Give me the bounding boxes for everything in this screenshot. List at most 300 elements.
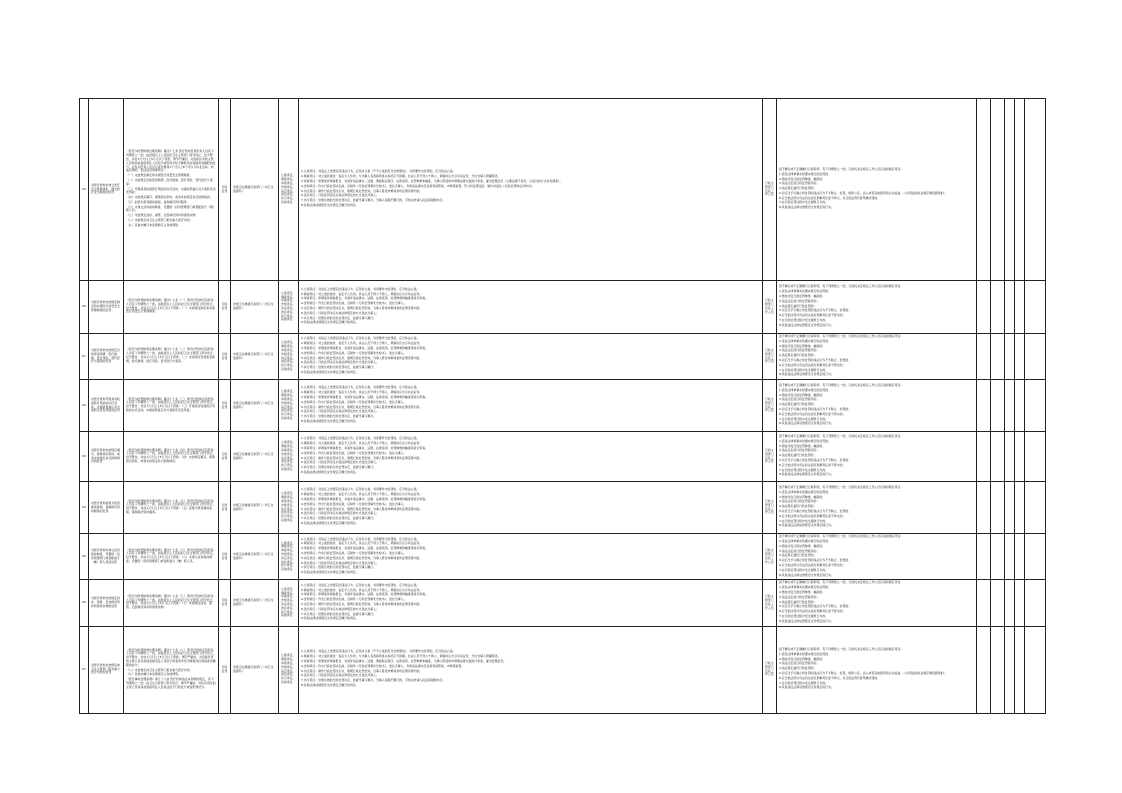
responsibility-items-line: 3.审查责任：审理案件调查报告，对案件违法事实、证据、调查取证程序、法律适用、处罚种类和幅度、当事人陈述和申辩理由等方面进行审查，提出处理意见（主要证据不足时，以适当的方式补充调查）。 [301,178,563,183]
responsible-dept: 行政主管部门及其工作人员 [763,534,777,580]
blank-cell [1005,580,1015,626]
responsibility-items-line: 1.立案责任：对违反上述规定的违法行为，应及时立案，对需要作出处罚的，应当依法立案。 [301,536,420,541]
legal-basis-line: （五）拒绝为患者提供查阅、复制病历资料服务； [126,199,190,204]
accountability-items [777,334,977,380]
responsibility-items-line: 6.送达责任：行政处罚决定书按法律规定的方式送达当事人。 [301,511,379,516]
item-name: 对医疗机构未按规定填写、保管病历资料，或者未按规定补记抢救病历的处罚 [89,432,124,482]
item-name: 对医疗机构未建立投诉接待制度、设置统一投诉管理部门或者配备专（兼）职人员的处罚 [89,534,124,580]
responsibility-items [299,99,763,281]
accountability-items-line: 1.没有法律和事实依据实施行政处罚的； [779,438,831,443]
remarks-cell [1025,281,1046,334]
accountability-items-line: 7.在行政处罚过程中发生腐败行为的； [779,200,829,205]
accountability-items-line: 8.其他违反法律法规规章文件规定的行为。 [779,685,834,690]
blank-cell [1005,534,1015,580]
blank-cell [977,99,991,281]
responsibility-items-line: 7.执行责任：依照生效的行政处罚决定，监督当事人履行。 [301,365,377,370]
row-number: 60 [80,281,89,334]
table-row [80,534,1046,580]
accountability-items-line: 1.没有法律和事实依据实施行政处罚的； [779,289,831,294]
responsibility-items-line: 7.执行责任：依照生效的行政处罚决定，监督当事人履行。 [301,611,377,616]
accountability-items-line: 1.没有法律和事实依据实施行政处罚的； [779,651,831,656]
remarks-cell [1025,626,1046,713]
responsibility-items-line: 2.调查责任：对立案的案件，指定专人负责，执法人员不得少于两人，调查时应出示执法证件。 [301,341,423,346]
responsibility-items-line: 4.告知责任：作出行政处罚决定前，应制作《行政处罚事先告知书》，送达当事人，告知违法事实及其享有的陈述、申辩等权利。 [301,663,465,668]
accountability-items [777,380,977,432]
power-type: 行政处罚 [219,432,231,482]
blank-cell [1015,482,1025,534]
accountability-items-line: 3.违反法定的行政处罚程序的； [779,499,820,504]
responsibility-items-line: 3.审查责任：审理案件调查报告，对案件违法事实、证据、法律适用、处罚种类和幅度等进行审查。 [301,345,429,350]
responsibility-items-line: 2.调查责任：对立案的案件，指定专人负责，执法人员不得少于两人，调查时应出示执法证件。 [301,541,423,546]
responsibility-table [79,98,1046,714]
implementing-subject: 市级卫生健康行政部门（市卫生监督所） [231,580,279,626]
accountability-items-line: 4.违反规定委托行政处罚的； [779,186,817,191]
accountability-items-line: 8.其他违反法律法规规章文件规定的行为。 [779,523,834,528]
responsible-dept: 行政主管部门及其工作人员 [763,99,777,281]
item-name: 对医疗机构拒绝为患者提供查阅、复制病历资料服务的处罚 [89,482,124,534]
legal-basis-line: （九）其他未履行本条例规定义务的情形。 [126,672,181,677]
legal-basis-line: 《医疗纠纷预防和处理条例》第四十七条（三）项 医疗机构及其医务人员有下列情形之一的，由县级以上人民政府卫生主管部门责令改正，给予警告，并处1万元以上5万元以下罚款：（三）开展具有较高医疗风险的诊疗活动，未提前预备应对方案防范突发风险。 [126,396,216,412]
accountability-items-line: 4.违反规定委托行政处罚的； [779,504,817,509]
responsibility-items-line: 5.决定责任：制作行政处罚决定书，载明行政处罚告知、当事人陈述申辩或者听证情况等内容。 [301,506,423,511]
accountability-items-line: 因不履行或不正确履行行政职责，有下列情形之一的，行政机关及相关工作人员应承担相应责任： [779,284,904,289]
legal-basis-line: （一）未按规定制定和实施医疗质量安全管理制度； [126,173,193,178]
blank-cell [1005,99,1015,281]
accountability-items-line: 5.对应当予以制止和处罚的违法行为不予制止、处罚的； [779,558,852,563]
accountability-items-line: 5.对应当予以制止和处罚的违法行为不予制止、处罚的； [779,509,852,514]
remarks-cell [1025,534,1046,580]
accountability-items-line: 7.在行政处罚过程中发生腐败行为的； [779,680,829,685]
responsibility-items-line: 8.其他法律法规规章文件规定应履行的责任。 [301,470,359,475]
responsibility-items-line: 2.调查责任：对立案的案件，指定专人负责，执法人员不得少于两人，调查时应出示执法证件。 [301,441,423,446]
accountability-items-line: 3.违反法定的行政处罚程序的； [779,448,820,453]
accountability-items-line: 7.在行政处罚过程中发生腐败行为的； [779,613,829,618]
responsibility-items-line: 5.决定责任：制作行政处罚决定书，载明行政处罚告知、当事人陈述申辩或者听证情况等内容。 [301,668,423,673]
remarks-cell [1025,580,1046,626]
accountability-items-line: 2.擅自改变行政处罚种类、幅度的； [779,343,826,348]
responsibility-items-line: 1.立案责任：对违反上述规定的违法行为，应及时立案（不予立案的应当告知理由），对需要作出处罚的，应当依法立案。 [301,649,456,654]
accountability-items-line: 3.违反法定的行政处罚程序的； [779,661,820,666]
responsible-dept: 行政主管部门及其工作人员 [763,580,777,626]
accountability-items-line: 4.违反规定委托行政处罚的； [779,666,817,671]
responsibility-items-line: 5.决定责任：制作行政处罚决定书，载明行政处罚告知、当事人陈述申辩或者听证情况等内容。 [301,555,423,560]
blank-cell [977,380,991,432]
responsibility-items-line: 7.执行责任：依照生效的行政处罚决定，监督当事人履行。 [301,516,377,521]
responsibility-items-line: 2.调查责任：对立案的案件，指定专人负责，执法人员不得少于两人，调查时应出示执法证件。 [301,587,423,592]
accountability-items-line: 2.擅自改变行政处罚种类、幅度的； [779,392,826,397]
accountability-items-line: 5.对应当予以制止和处罚的违法行为不予制止、处罚的； [779,407,852,412]
accountability-items-line: 1.没有法律和事实依据实施行政处罚的； [779,585,831,590]
blank-cell [1015,99,1025,281]
responsibility-items-line: 2.调查责任：对立案的案件，指定专人负责，执法人员不得少于两人，调查时应出示执法证件。 [301,291,423,296]
responsibility-items-line: 6.送达责任：行政处罚决定书按法律规定的方式送达当事人。 [301,310,379,315]
blank-cell [991,534,1005,580]
accountability-items-line: 6.应当依法移交司法机关追究刑事责任而不移交的； [779,462,846,467]
responsibility-items [299,281,763,334]
accountability-items-line: 3.违反法定的行政处罚程序的； [779,298,820,303]
accountability-items-line: 5.对应当予以制止和处罚的违法行为不予制止、处罚的； [779,604,852,609]
responsibility-stage: 立案责任、调查责任、审查责任、告知责任、决定责任、送达责任、执行责任、其他责任 [279,626,299,713]
accountability-items-line: 4.违反规定委托行政处罚的； [779,402,817,407]
power-type: 行政处罚 [219,534,231,580]
responsibility-items-line: 2.调查责任：对立案的案件，指定专人负责，执法人员不得少于两人，调查时应出示执法证件。 [301,492,423,497]
responsibility-items-line: 1.立案责任：对违反上述规定的违法行为，应及时立案，对需要作出处罚的，应当依法立案。 [301,487,420,492]
legal-basis [124,534,219,580]
responsibility-items-line: 8.其他法律法规规章文件规定应履行的责任。 [301,202,359,207]
table-body [80,99,1046,714]
responsibility-items-line: 6.送达责任：行政处罚决定书按法律规定的方式送达当事人。 [301,560,379,565]
blank-cell [991,334,1005,380]
accountability-items-line: 4.违反规定委托行政处罚的； [779,303,817,308]
responsibility-items-line: 5.决定责任：制作行政处罚决定书，载明行政处罚告知、当事人陈述申辩或者听证情况等内容。 [301,306,423,310]
responsibility-items-line: 1.立案责任：对违反上述规定的违法行为，应及时立案（不予立案的应当告知理由），对需要作出处罚的，应当依法立案。 [301,169,456,174]
table-row [80,380,1046,432]
responsibility-items [299,534,763,580]
blank-cell [977,334,991,380]
accountability-items-line: 6.应当依法移交司法机关追究刑事责任而不移交的； [779,313,846,318]
responsibility-items-line: 3.审查责任：审理案件调查报告，对案件违法事实、证据、法律适用、处罚种类和幅度等进行审查。 [301,446,429,451]
responsibility-items [299,334,763,380]
accountability-items [777,534,977,580]
responsibility-items-line: 6.送达责任：行政处罚决定书按法律规定的方式送达当事人。 [301,460,379,465]
item-name: 对医疗机构未按规定向卫生主管部门报告重大医疗纠纷的处罚 [89,626,124,713]
responsibility-items-line: 3.审查责任：审理案件调查报告，对案件违法事实、证据、法律适用、处罚种类和幅度等进行审查。 [301,395,429,400]
blank-cell [1005,380,1015,432]
blank-cell [991,580,1005,626]
power-type: 行政处罚 [219,626,231,713]
accountability-items-line: 因不履行或不正确履行行政职责，有下列情形之一的，行政机关及相关工作人员应承担相应责任： [779,334,904,338]
responsibility-stage: 立案责任、调查责任、审查责任、告知责任、决定责任、送达责任、执行责任、其他责任 [279,432,299,482]
accountability-items-line: 2.擅自改变行政处罚种类、幅度的； [779,443,826,448]
accountability-items-line: 5.对应当予以制止和处罚的违法行为不予制止、处罚的； [779,357,852,362]
accountability-items [777,482,977,534]
responsibility-items-line: 1.立案责任：对违反上述规定的违法行为，应及时立案，对需要作出处罚的，应当依法立案。 [301,582,420,587]
remarks-cell [1025,380,1046,432]
accountability-items-line: 4.违反规定委托行政处罚的； [779,453,817,458]
responsibility-items-line: 2.调查责任：对立案的案件，指定专人负责，与当事人有直接利害关系的应当回避。执法人员不得少于两人，调查时应出示执法证件，允许当事人辩解陈述。 [301,174,501,179]
responsibility-items-line: 3.审查责任：审理案件调查报告，对案件违法事实、证据、法律适用、处罚种类和幅度等进行审查。 [301,592,429,597]
power-type: 行政处罚 [219,482,231,534]
power-type: 行政处罚 [219,99,231,281]
blank-cell [977,580,991,626]
table-row [80,99,1046,281]
responsibility-stage: 立案责任、调查责任、审查责任、告知责任、决定责任、送达责任、执行责任、其他责任 [279,334,299,380]
blank-cell [1015,432,1025,482]
accountability-items-line: 7.在行政处罚过程中发生腐败行为的； [779,317,829,322]
legal-basis [124,334,219,380]
legal-basis-line: 《医疗纠纷预防和处理条例》第四十七条（七）项 医疗机构及其医务人员有下列情形之一的，由县级以上人民政府卫生主管部门责令改正，给予警告，并处1万元以上5万元以下罚款：（七）未按规定封存、保管、启封病历资料和现场实物。 [126,593,216,610]
row-number: 64 [80,482,89,534]
legal-basis-line: 《医疗纠纷预防和处理条例》第四十七条（四）项 医疗机构及其医务人员有下列情形之一的，由县级以上人民政府卫生主管部门责令改正，给予警告，并处1万元以上5万元以下罚款：（四）未按规定填写、保管病历资料，或者未按规定补记抢救病历。 [126,447,216,463]
accountability-items-line: 5.对应当予以制止和处罚的违法行为不予制止、处罚，致使公民、法人或者其他组织的合法权益、公共利益和社会秩序遭受损害的； [779,190,947,195]
row-number: 63 [80,432,89,482]
implementing-subject: 市级卫生健康行政部门（市卫生监督所） [231,626,279,713]
blank-cell [1005,432,1015,482]
legal-basis [124,482,219,534]
responsibility-stage: 立案责任、调查责任、审查责任、告知责任、决定责任、送达责任、执行责任、其他责任 [279,580,299,626]
accountability-items-line: 4.违反规定委托行政处罚的； [779,599,817,604]
legal-basis-line: 《医疗纠纷预防和处理条例》第四十七条（五）项 医疗机构及其医务人员有下列情形之一的，由县级以上人民政府卫生主管部门责令改正，给予警告，并处1万元以上5万元以下罚款：（五）拒绝为患者提供查阅、复制病历资料服务。 [126,498,216,514]
responsibility-stage: 立案责任、调查责任、审查责任、告知责任、决定责任、送达责任、执行责任、其他责任 [279,99,299,281]
accountability-items-line: 4.违反规定委托行政处罚的； [779,353,817,358]
responsible-dept: 行政主管部门及其工作人员 [763,432,777,482]
responsibility-items-line: 6.送达责任：行政处罚决定书按法律规定的方式送达当事人。 [301,673,379,678]
legal-basis-line: （二）未按规定告知患者病情、医疗措施、医疗风险、替代医疗方案等； [126,177,213,186]
responsibility-items-line: 2.调查责任：对立案的案件，指定专人负责，与当事人有直接利害关系的应当回避。执法人员不得少于两人，调查时应出示执法证件，允许当事人辩解陈述。 [301,654,501,659]
accountability-items-line: 因不履行或不正确履行行政职责，有下列情形之一的，行政机关及相关工作人员应承担相应责任： [779,383,904,388]
accountability-items-line: 因不履行或不正确履行行政职责，有下列情形之一的，行政机关及相关工作人员应承担相应责任： [779,166,904,171]
table-row [80,281,1046,334]
legal-basis-line: 《医疗纠纷预防和处理条例》第四十七条（二）项 医疗机构及其医务人员有下列情形之一的，由县级以上人民政府卫生主管部门责令改正，给予警告，并处1万元以上5万元以下罚款：（二）未按规定告知患者病情、医疗措施、医疗风险、替代医疗方案等。 [126,347,216,363]
remarks-cell [1025,334,1046,380]
legal-basis [124,580,219,626]
responsibility-items-line: 4.告知责任：作出行政处罚决定前，应制作《行政处罚事先告知书》，送达当事人。 [301,450,407,455]
responsibility-items-line: 7.执行责任：依照生效的行政处罚决定，监督当事人履行。 [301,414,377,419]
responsibility-items-line: 7.执行责任：依照生效的行政处罚决定，监督当事人履行。 [301,315,377,320]
blank-cell [991,626,1005,713]
responsibility-stage: 立案责任、调查责任、审查责任、告知责任、决定责任、送达责任、执行责任、其他责任 [279,534,299,580]
blank-cell [977,534,991,580]
blank-cell [1015,281,1025,334]
responsibility-items-line: 5.决定责任：制作行政处罚决定书，载明行政处罚告知、当事人陈述申辩或者听证情况等内容。 [301,404,423,409]
legal-basis-line: （九）其他未履行本条例规定义务的情形。 [126,222,181,227]
responsibility-items [299,482,763,534]
implementing-subject: 市级卫生健康行政部门（市卫生监督所） [231,432,279,482]
item-name: 对医疗机构未按规定封存、保管、启封病历资料和现场实物的处罚 [89,580,124,626]
accountability-items [777,281,977,334]
responsibility-items-line: 8.其他法律法规规章文件规定应履行的责任。 [301,616,359,621]
blank-cell [977,432,991,482]
responsibility-items-line: 1.立案责任：对违反上述规定的违法行为，应及时立案，对需要作出处罚的，应当依法立案。 [301,286,420,291]
item-name: 对医疗机构开展具有较高医疗风险的诊疗活动，未提前预备应对方案防范突发风险的处罚 [89,380,124,432]
remarks-cell [1025,482,1046,534]
responsibility-items-line: 8.其他法律法规规章文件规定应履行的责任。 [301,320,359,325]
accountability-items-line: 3.违反法定的行政处罚程序的； [779,548,820,553]
blank-cell [991,432,1005,482]
row-number: 67 [80,626,89,713]
accountability-items-line: 5.对应当予以制止和处罚的违法行为不予制止、处罚的； [779,458,852,463]
responsibility-items-line: 3.审查责任：审理案件调查报告，对案件违法事实、证据、调查取证程序、法律适用、处罚种类和幅度、当事人陈述和申辩理由等方面进行审查，提出处理意见。 [301,658,507,663]
accountability-items-line: 因不履行或不正确履行行政职责，有下列情形之一的，行政机关及相关工作人员应承担相应责任： [779,534,904,539]
implementing-subject: 市级卫生健康行政部门（市卫生监督所） [231,380,279,432]
responsible-dept: 行政主管部门及其工作人员 [763,380,777,432]
row-number: 61 [80,334,89,380]
responsibility-items-line: 6.送达责任：行政处罚决定书按法律规定的方式送达当事人。 [301,193,379,198]
legal-basis [124,99,219,281]
legal-basis [124,281,219,334]
responsibility-items-line: 7.执行责任：依照生效的行政处罚决定，监督当事人履行。 [301,465,377,470]
legal-basis-line: （七）未按规定封存、保管、启封病历资料和现场实物； [126,213,199,218]
accountability-items-line: 因不履行或不正确履行行政职责，有下列情形之一的，行政机关及相关工作人员应承担相应责任： [779,646,904,651]
accountability-items-line: 7.在行政处罚过程中发生腐败行为的； [779,467,829,472]
responsibility-items-line: 4.告知责任：作出行政处罚决定前，应制作《行政处罚事先告知书》，送达当事人，告知违法事实及其享有的陈述、申辩等权利。符合听证规定的，制作并送达《行政处罚听证告知书》。 [301,183,535,188]
item-name: 对医疗机构未按规定告知患者病情、医疗措施、医疗风险、替代医疗方案等的处罚 [89,334,124,380]
accountability-items-line: 6.应当依法移交司法机关追究刑事责任而不移交的； [779,362,846,367]
legal-basis-line: 《医疗纠纷预防和处理条例》第四十七条（六）项 医疗机构及其医务人员有下列情形之一的，由县级以上人民政府卫生主管部门责令改正，给予警告，并处1万元以上5万元以下罚款：（六）未建立投诉接待制度、设置统一投诉管理部门或者配备专（兼）职人员。 [126,547,216,564]
power-type: 行政处罚 [219,334,231,380]
responsibility-items-line: 8.其他法律法规规章文件规定应履行的责任。 [301,369,359,374]
implementing-subject: 市级卫生健康行政部门（市卫生监督所） [231,334,279,380]
blank-cell [1005,482,1015,534]
implementing-subject: 市级卫生健康行政部门（市卫生监督所） [231,482,279,534]
blank-cell [977,281,991,334]
responsible-dept: 行政主管部门及其工作人员 [763,482,777,534]
responsibility-items-line: 4.告知责任：作出行政处罚决定前，应制作《行政处罚事先告知书》，送达当事人。 [301,301,407,306]
accountability-items-line: 1.没有法律和事实依据实施行政处罚的； [779,387,831,392]
accountability-items-line: 因不履行或不正确履行行政职责，有下列情形之一的，行政机关及相关工作人员应承担相应责任： [779,434,904,439]
blank-cell [977,482,991,534]
item-name: 对医疗机构未建立医疗安全管理体系、健全医疗安全制度的处罚 [89,99,124,281]
responsibility-items-line: 4.告知责任：作出行政处罚决定前，应制作《行政处罚事先告知书》，送达当事人。 [301,550,407,555]
legal-basis-line: 《医疗事故处理条例》第五十六条 医疗机构违反本条例的规定，有下列情形之一的，由卫生行政部门责令改正；情节严重的，对负有责任的主管人员和其他直接责任人员依法给予行政处分或者纪律处分。 [126,677,216,689]
blank-cell [991,99,1005,281]
table-row [80,580,1046,626]
accountability-items-line: 1.没有法律和事实依据实施行政处罚的； [779,171,831,176]
responsibility-stage: 立案责任、调查责任、审查责任、告知责任、决定责任、送达责任、执行责任、其他责任 [279,281,299,334]
accountability-items-line: 7.在行政处罚过程中发生腐败行为的； [779,367,829,372]
responsibility-items-line: 3.审查责任：审理案件调查报告，对案件违法事实、证据、法律适用、处罚种类和幅度等进行审查。 [301,546,429,551]
accountability-items [777,99,977,281]
accountability-items-line: 3.违反法定的行政处罚程序的； [779,397,820,402]
responsibility-items-line: 5.决定责任：制作行政处罚决定书，载明行政处罚告知、当事人陈述申辩或者听证情况等内容。 [301,355,423,360]
responsibility-items-line: 8.其他法律法规规章文件规定应履行的责任。 [301,521,359,526]
legal-basis [124,626,219,713]
accountability-items-line: 8.其他违反法律法规规章文件规定的行为。 [779,205,834,210]
responsibility-items-line: 3.审查责任：审理案件调查报告，对案件违法事实、证据、法律适用、处罚种类和幅度等进行审查。 [301,296,429,301]
responsibility-items-line: 8.其他法律法规规章文件规定应履行的责任。 [301,682,359,687]
accountability-items-line: 6.应当依法移交司法机关追究刑事责任而不移交的； [779,513,846,518]
accountability-items-line: 7.在行政处罚过程中发生腐败行为的； [779,567,829,572]
responsibility-items-line: 6.送达责任：行政处罚决定书按法律规定的方式送达当事人。 [301,606,379,611]
remarks-cell [1025,432,1046,482]
power-type: 行政处罚 [219,380,231,432]
legal-basis-line: 《医疗纠纷预防和处理条例》第四十七条（一）项 医疗机构及其医务人员有下列情形之一的，由县级以上人民政府卫生主管部门责令改正，给予警告，并处1万元以上5万元以下罚款：（一）未按规定制定和实施医疗质量安全管理制度。 [126,297,216,314]
accountability-items-line: 4.违反规定委托行政处罚的； [779,553,817,558]
responsibility-items-line: 1.立案责任：对违反上述规定的违法行为，应及时立案，对需要作出处罚的，应当依法立案。 [301,336,420,341]
accountability-items-line: 2.擅自改变行政处罚种类、幅度的； [779,656,826,661]
accountability-items-line: 2.擅自改变行政处罚种类、幅度的； [779,543,826,548]
accountability-items-line: 3.违反法定的行政处罚程序的； [779,594,820,599]
accountability-items-line: 8.其他违反法律法规规章文件规定的行为。 [779,421,834,426]
accountability-items-line: 2.擅自改变行政处罚种类、幅度的； [779,494,826,499]
accountability-items-line: 3.违反法定的行政处罚程序的； [779,181,820,186]
accountability-items-line: 因不履行或不正确履行行政职责，有下列情形之一的，行政机关及相关工作人员应承担相应责任： [779,485,904,490]
accountability-items [777,580,977,626]
responsibility-items-line: 4.告知责任：作出行政处罚决定前，应制作《行政处罚事先告知书》，送达当事人。 [301,597,407,602]
responsibility-items-line: 1.立案责任：对违反上述规定的违法行为，应及时立案，对需要作出处罚的，应当依法立案。 [301,436,420,441]
responsible-dept: 行政主管部门及其工作人员 [763,626,777,713]
responsibility-items-line: 8.其他法律法规规章文件规定应履行的责任。 [301,419,359,424]
blank-cell [1015,626,1025,713]
blank-cell [1015,580,1025,626]
implementing-subject: 市级卫生健康行政部门（市卫生监督所） [231,281,279,334]
accountability-items-line: 6.应当依法移交司法机关追究刑事责任而不移交，以行政处罚代替刑事处罚的； [779,675,881,680]
responsibility-items-line: 5.决定责任：制作行政处罚决定书，载明行政处罚告知、当事人陈述申辩或者听证情况等内容。 [301,455,423,460]
accountability-items-line: 6.应当依法移交司法机关追究刑事责任而不移交的； [779,411,846,416]
responsibility-items-line: 7.执行责任：依照生效的行政处罚决定，监督当事人履行。当事人逾期不履行的，可依法申请人民法院强制执行。 [301,678,446,683]
responsibility-items-line: 2.调查责任：对立案的案件，指定专人负责，执法人员不得少于两人，调查时应出示执法证件。 [301,390,423,395]
blank-cell [1005,626,1015,713]
accountability-items-line: 6.应当依法移交司法机关追究刑事责任而不移交的； [779,562,846,567]
blank-cell [1015,380,1025,432]
blank-cell [1005,281,1015,334]
accountability-items-line: 6.应当依法移交司法机关追究刑事责任而不移交，以行政处罚代替刑事处罚的； [779,195,881,200]
blank-cell [991,281,1005,334]
legal-basis [124,380,219,432]
legal-basis-line: （六）未建立投诉接待制度、设置统一投诉管理部门或者配备专（兼）职人员； [126,204,216,213]
accountability-items-line: 8.其他违反法律法规规章文件规定的行为。 [779,618,834,623]
responsibility-items-line: 4.告知责任：作出行政处罚决定前，应制作《行政处罚事先告知书》，送达当事人。 [301,399,407,404]
power-type: 行政处罚 [219,281,231,334]
item-name: 对医疗机构未按规定制定和实施医疗质量安全管理制度的处罚 [89,281,124,334]
blank-cell [1005,334,1015,380]
accountability-items-line: 1.没有法律和事实依据实施行政处罚的； [779,338,831,343]
legal-basis-line: （八）未按规定向卫生主管部门报告重大医疗纠纷； [126,667,193,672]
blank-cell [1015,534,1025,580]
blank-cell [991,482,1005,534]
responsible-dept: 行政主管部门及其工作人员 [763,334,777,380]
table-row [80,334,1046,380]
responsibility-items [299,380,763,432]
accountability-items-line: 2.擅自改变行政处罚种类、幅度的； [779,294,826,298]
row-number: 62 [80,380,89,432]
blank-cell [977,626,991,713]
responsibility-items-line: 6.送达责任：行政处罚决定书按法律规定的方式送达当事人。 [301,360,379,365]
legal-basis-line: 《医疗纠纷预防和处理条例》第四十七条 医疗机构及其医务人员有下列情形之一的，由县级以上人民政府卫生主管部门责令改正，给予警告，并处1万元以上5万元以下罚款；情节严重的，对直接负责的主管人员和其他直接责任人员给予或者责令给予降低岗位等级或者撤职的处分，对有关医务人员可以责令暂停1个月以上6个月以下执业活动；构成犯罪的，依法追究刑事责任： [126,149,216,173]
legal-basis-line: （三）开展具有较高医疗风险的诊疗活动，未提前预备应对方案防范突发风险； [126,186,216,195]
accountability-items-line: 2.擅自改变行政处罚种类、幅度的； [779,176,826,181]
responsibility-items [299,432,763,482]
accountability-items-line: 因不履行或不正确履行行政职责，有下列情形之一的，行政机关及相关工作人员应承担相应责任： [779,580,904,585]
table-row [80,482,1046,534]
responsibility-items [299,626,763,713]
responsibility-items-line: 1.立案责任：对违反上述规定的违法行为，应及时立案，对需要作出处罚的，应当依法立案。 [301,385,420,390]
responsibility-items-line: 4.告知责任：作出行政处罚决定前，应制作《行政处罚事先告知书》，送达当事人。 [301,350,407,355]
accountability-items-line: 1.没有法律和事实依据实施行政处罚的； [779,489,831,494]
responsibility-items-line: 3.审查责任：审理案件调查报告，对案件违法事实、证据、法律适用、处罚种类和幅度等进行审查。 [301,497,429,502]
accountability-items-line: 3.违反法定的行政处罚程序的； [779,348,820,353]
row-number: 65 [80,534,89,580]
legal-basis-line: （八）未按规定向卫生主管部门报告重大医疗纠纷； [126,218,193,223]
responsibility-items-line: 5.决定责任：制作行政处罚决定书，载明行政处罚告知、当事人陈述申辩或者听证情况等内容。 [301,188,423,193]
responsible-dept: 行政主管部门及其工作人员 [763,281,777,334]
responsibility-stage: 立案责任、调查责任、审查责任、告知责任、决定责任、送达责任、执行责任、其他责任 [279,482,299,534]
implementing-subject: 市级卫生健康行政部门（市卫生监督所） [231,534,279,580]
accountability-items-line: 5.对应当予以制止和处罚的违法行为不予制止、处罚，致使公民、法人或者其他组织的合法权益、公共利益和社会秩序遭受损害的； [779,670,947,675]
legal-basis [124,432,219,482]
accountability-items-line: 8.其他违反法律法规规章文件规定的行为。 [779,372,834,377]
responsibility-items-line: 8.其他法律法规规章文件规定应履行的责任。 [301,570,359,575]
row-number: 59 [80,99,89,281]
accountability-items-line: 8.其他违反法律法规规章文件规定的行为。 [779,322,834,327]
accountability-items-line: 7.在行政处罚过程中发生腐败行为的； [779,416,829,421]
accountability-items-line: 5.对应当予以制止和处罚的违法行为不予制止、处罚的； [779,308,852,313]
row-number: 66 [80,580,89,626]
table-row [80,432,1046,482]
table-row [80,626,1046,713]
responsibility-items [299,580,763,626]
responsibility-items-line: 6.送达责任：行政处罚决定书按法律规定的方式送达当事人。 [301,409,379,414]
legal-basis-line: （四）未按规定填写、保管病历资料，或者未按规定补记抢救病历； [126,195,213,200]
responsibility-items-line: 5.决定责任：制作行政处罚决定书，载明行政处罚告知、当事人陈述申辩或者听证情况等内容。 [301,601,423,606]
responsibility-items-line: 7.执行责任：依照生效的行政处罚决定，监督当事人履行。当事人逾期不履行的，可依法申请人民法院强制执行。 [301,198,446,203]
responsibility-items-line: 7.执行责任：依照生效的行政处罚决定，监督当事人履行。 [301,565,377,570]
blank-cell [991,380,1005,432]
accountability-items-line: 8.其他违反法律法规规章文件规定的行为。 [779,572,834,577]
accountability-items-line: 7.在行政处罚过程中发生腐败行为的； [779,518,829,523]
remarks-cell [1025,99,1046,281]
responsibility-stage: 立案责任、调查责任、审查责任、告知责任、决定责任、送达责任、执行责任、其他责任 [279,380,299,432]
